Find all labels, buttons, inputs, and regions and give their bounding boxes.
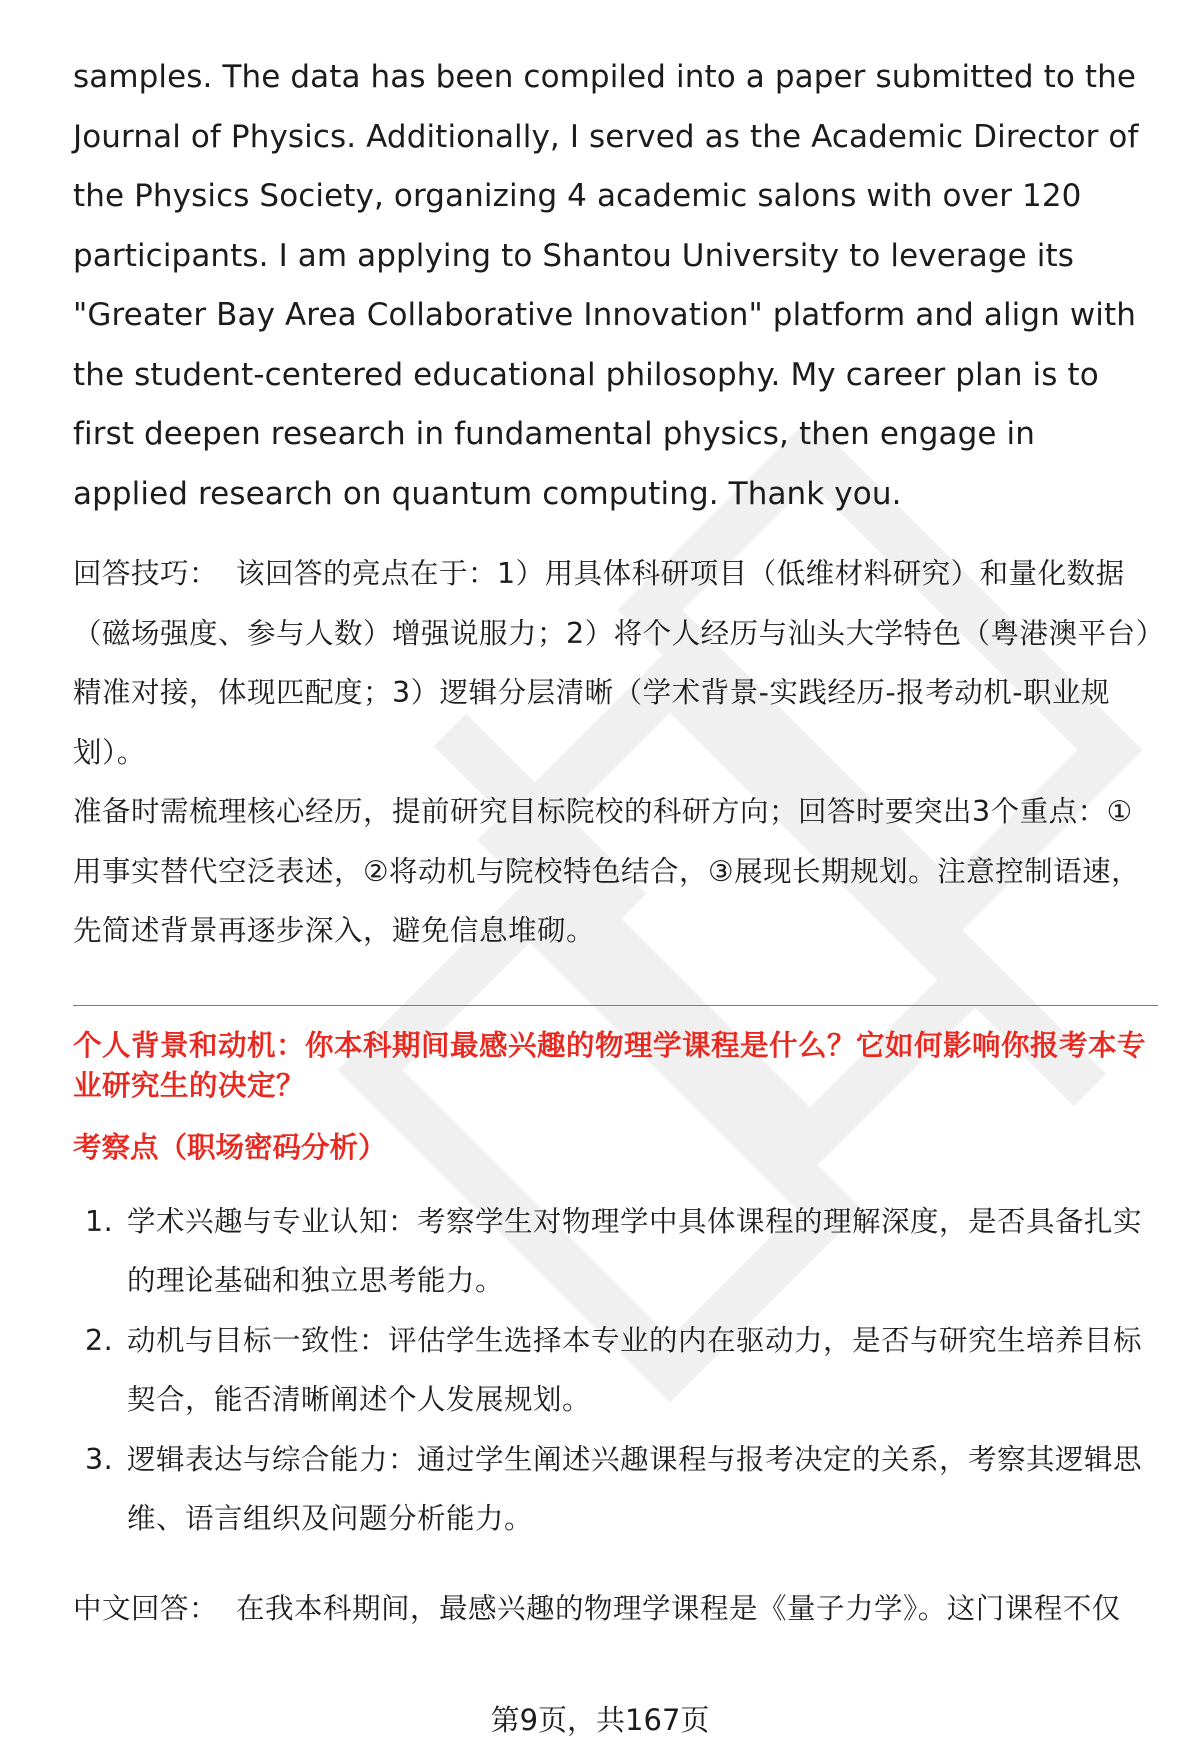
list-item-number: 2. <box>85 1323 114 1357</box>
assessment-heading: 考察点（职场密码分析） <box>73 1130 387 1164</box>
list-item-number: 3. <box>85 1442 114 1476</box>
list-item <box>73 1311 1158 1430</box>
tips-paragraph <box>73 544 1158 782</box>
intro-paragraph: samples. The data has been compiled into a paper submitted to the Journal of Physics. Additionally, I served as the Academic Director of the Physics Society, organizing 4 academic salons with over 120 participants. I am applying to Shantou University to leverage its "Greater Bay Area Collaborative Innovation" platform and align with the student-centered educational philosophy. My career plan is to first deepen research in fundamental physics, then engage in applied research on quantum computing. Thank you. <box>73 59 1139 512</box>
answer-label: 中文回答： <box>73 1591 219 1625</box>
section-divider <box>73 1005 1158 1006</box>
document-body <box>73 48 1158 1638</box>
answer-paragraph <box>73 1579 1158 1639</box>
prep-paragraph: 准备时需梳理核心经历，提前研究目标院校的科研方向；回答时要突出3个重点：①用事实替代空泛表述，②将动机与院校特色结合，③展现长期规划。注意控制语速，先简述背景再逐步深入，避免信息堆砌。 <box>73 795 1141 947</box>
list-item-text: 动机与目标一致性：评估学生选择本专业的内在驱动力，是否与研究生培养目标契合，能否清晰阐述个人发展规划。 <box>127 1323 1143 1416</box>
list-item-number: 1. <box>85 1204 114 1238</box>
list-item <box>73 1192 1158 1311</box>
tips-label: 回答技巧： <box>73 557 219 590</box>
list-item-text: 学术兴趣与专业认知：考察学生对物理学中具体课程的理解深度，是否具备扎实的理论基础和独立思考能力。 <box>127 1204 1143 1297</box>
tips-text: 该回答的亮点在于：1）用具体科研项目（低维材料研究）和量化数据（磁场强度、参与人数）增强说服力；2）将个人经历与汕头大学特色（粤港澳平台）精准对接，体现匹配度；3）逻辑分层清晰（学术背景-实践经历-报考动机-职业规划）。 <box>73 557 1151 769</box>
page-number: 第9页，共167页 <box>490 1703 710 1737</box>
answer-text: 在我本科期间，最感兴趣的物理学课程是《量子力学》。这门课程不仅 <box>236 1591 1121 1625</box>
assessment-list <box>73 1192 1158 1549</box>
list-item <box>73 1430 1158 1549</box>
list-item-text: 逻辑表达与综合能力：通过学生阐述兴趣课程与报考决定的关系，考察其逻辑思维、语言组织及问题分析能力。 <box>127 1442 1143 1535</box>
question-heading: 个人背景和动机：你本科期间最感兴趣的物理学课程是什么？它如何影响你报考本专业研究生的决定？ <box>73 1028 1147 1102</box>
